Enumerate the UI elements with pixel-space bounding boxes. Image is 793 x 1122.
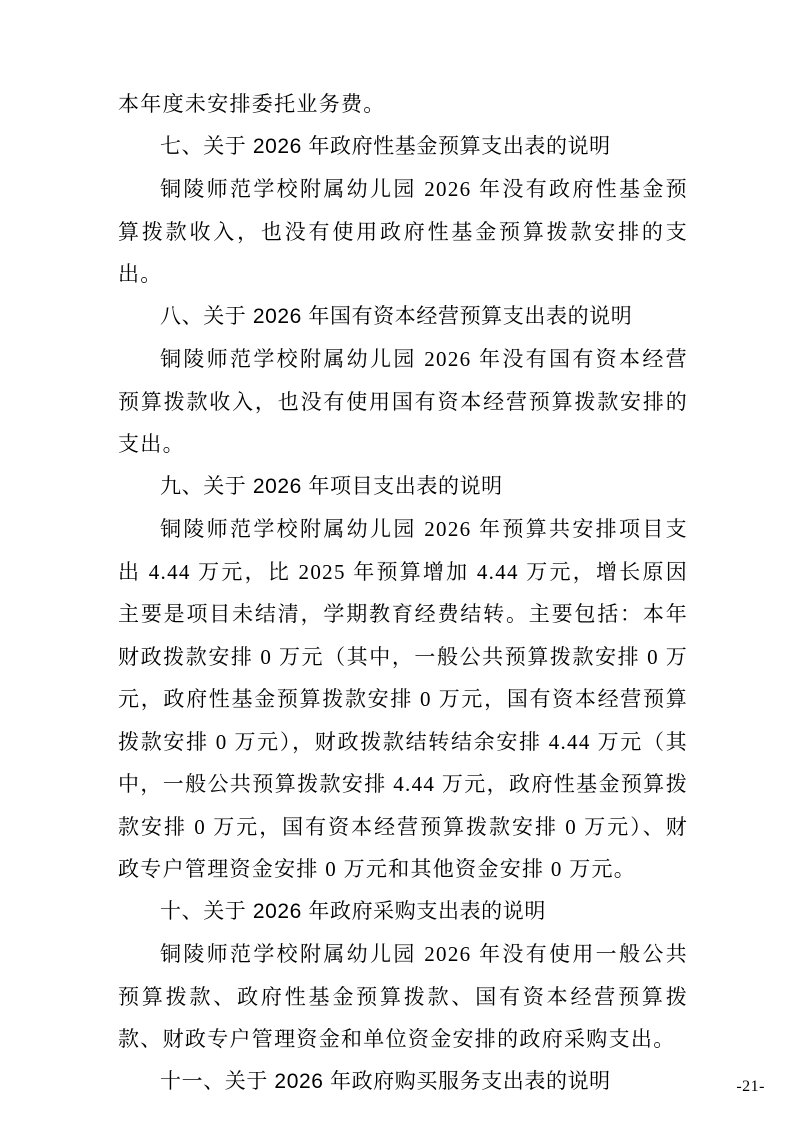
document-body — [118, 83, 688, 1103]
section-heading-11: 十一、关于 2026 年政府购买服务支出表的说明 — [160, 1069, 611, 1093]
section-7-paragraph: 铜陵师范学校附属幼儿园 2026 年没有政府性基金预算拨款收入，也没有使用政府性基金预算拨款安排的支出。 — [118, 177, 688, 286]
section-heading-9: 九、关于 2026 年项目支出表的说明 — [160, 474, 503, 498]
section-8-paragraph: 铜陵师范学校附属幼儿园 2026 年没有国有资本经营预算拨款收入，也没有使用国有资本经营预算拨款安排的支出。 — [118, 347, 688, 456]
section-heading-10: 十、关于 2026 年政府采购支出表的说明 — [160, 899, 546, 923]
page-number: -21- — [736, 1078, 765, 1095]
section-9-paragraph: 铜陵师范学校附属幼儿园 2026 年预算共安排项目支出 4.44 万元，比 2025 年预算增加 4.44 万元，增长原因主要是项目未结清，学期教育经费结转。主要包括：本年财政拨款安排 0 万元（其中，一般公共预算拨款安排 0 万元，政府性基金预算拨款安排 0 万元，国有资本经营预算拨款安排 0 万元），财政拨款结转结余安排 4.44 万元（其中，一般公共预算拨款安排 4.44 万元，政府性基金预算拨款安排 0 万元，国有资本经营预算拨款安排 0 万元）、财政专户管理资金安排 0 万元和其他资金安排 0 万元。 — [118, 517, 688, 881]
section-heading-8: 八、关于 2026 年国有资本经营预算支出表的说明 — [160, 304, 633, 328]
section-heading-7: 七、关于 2026 年政府性基金预算支出表的说明 — [160, 134, 611, 158]
paragraph-continuation: 本年度未安排委托业务费。 — [118, 92, 386, 116]
section-10-paragraph: 铜陵师范学校附属幼儿园 2026 年没有使用一般公共预算拨款、政府性基金预算拨款、国有资本经营预算拨款、财政专户管理资金和单位资金安排的政府采购支出。 — [118, 942, 688, 1051]
